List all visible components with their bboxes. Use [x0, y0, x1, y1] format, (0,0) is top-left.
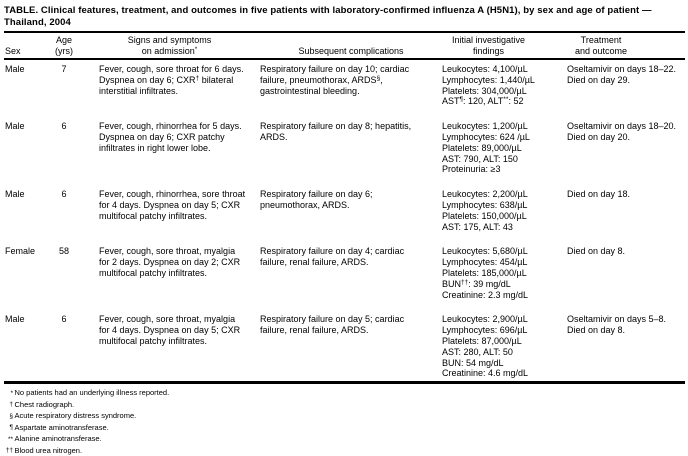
- table-row: [4, 59, 685, 117]
- cell-age: 6: [61, 189, 67, 200]
- cell-findings: Leukocytes: 2,900/µL Lymphocytes: 696/µL Platelets: 87,000/µL AST: 280, ALT: 50 BUN: 54 mg/dL Creatinine: 4.6 mg/dL: [442, 314, 529, 379]
- cell-treatment: Died on day 8.: [567, 246, 626, 257]
- column-header-age: Age (yrs): [55, 35, 73, 56]
- footnotes-section: [4, 387, 685, 456]
- table-row: [4, 242, 685, 310]
- cell-findings: Leukocytes: 4,100/µL Lymphocytes: 1,440/µL Platelets: 304,000/µL AST¶: 120, ALT**: 52: [442, 64, 535, 107]
- footnote-marker: †: [9, 401, 13, 409]
- column-header-sex: Sex: [5, 45, 21, 56]
- table-header: [4, 32, 685, 59]
- footnote-text: Alanine aminotransferase.: [14, 434, 102, 444]
- footnote: [4, 433, 685, 445]
- cell-signs: Fever, cough, sore throat, myalgia for 4 days. Dyspnea on day 5; CXR multifocal patchy infiltrates.: [99, 314, 241, 346]
- cell-findings: Leukocytes: 1,200/µL Lymphocytes: 624 /µL Platelets: 89,000/µL AST: 790, ALT: 150 Proteinuria: ≥3: [442, 121, 530, 175]
- footnote: [4, 410, 685, 422]
- column-header-findings: Initial investigative findings: [451, 35, 526, 56]
- column-header-signs: Signs and symptoms on admission*: [127, 35, 212, 56]
- table-body: [4, 59, 685, 383]
- cell-sex: Male: [5, 64, 25, 74]
- cell-sex: Female: [5, 246, 36, 257]
- column-header-complications: Subsequent complications: [298, 45, 404, 56]
- cell-complications: Respiratory failure on day 10; cardiac failure, pneumothorax, ARDS§, gastrointestinal bleeding.: [260, 64, 410, 96]
- footnote: [4, 387, 685, 399]
- cell-signs: Fever, cough, rhinorrhea for 5 days. Dyspnea on day 6; CXR patchy infiltrates in right lower lobe.: [99, 121, 242, 153]
- cell-signs: Fever, cough, sore throat for 6 days. Dyspnea on day 6; CXR† bilateral interstitial infiltrates.: [99, 64, 244, 96]
- cell-complications: Respiratory failure on day 5; cardiac failure, renal failure, ARDS.: [260, 314, 405, 336]
- column-header-treatment: Treatment and outcome: [574, 35, 628, 56]
- clinical-table: [4, 31, 685, 384]
- cell-sex: Male: [5, 121, 25, 132]
- cell-findings: Leukocytes: 5,680/µL Lymphocytes: 454/µL Platelets: 185,000/µL BUN††: 39 mg/dL Creatinine: 2.3 mg/dL: [442, 246, 529, 300]
- cell-age: 6: [61, 314, 67, 325]
- footnote-marker: ¶: [9, 424, 13, 432]
- footnote-text: No patients had an underlying illness reported.: [14, 388, 170, 398]
- table-row: [4, 310, 685, 382]
- cell-complications: Respiratory failure on day 6; pneumothorax, ARDS.: [260, 189, 373, 210]
- cell-treatment: Oseltamivir on days 18–20. Died on day 20.: [567, 121, 677, 142]
- cell-age: 6: [61, 121, 67, 132]
- footnote-marker: **: [7, 435, 13, 443]
- table-row: [4, 185, 685, 242]
- cell-sex: Male: [5, 189, 25, 200]
- footnote-text: Aspartate aminotransferase.: [14, 422, 109, 432]
- footnote-marker: ††: [5, 447, 13, 455]
- cell-treatment: Oseltamivir on days 18–22. Died on day 29.: [567, 64, 677, 85]
- table-title: TABLE. Clinical features, treatment, and outcomes in five patients with laboratory-confirmed influenza A (H5N1), by sex and age of patient — Thailand, 2004: [4, 5, 652, 28]
- cell-treatment: Oseltamivir on days 5–8. Died on day 8.: [567, 314, 667, 336]
- footnote-marker: §: [9, 412, 13, 420]
- cell-sex: Male: [5, 314, 25, 325]
- cell-signs: Fever, cough, sore throat, myalgia for 2 days. Dyspnea on day 2; CXR multifocal patchy infiltrates.: [99, 246, 241, 278]
- table-row: [4, 117, 685, 185]
- cell-complications: Respiratory failure on day 4; cardiac failure, renal failure, ARDS.: [260, 246, 405, 268]
- cell-treatment: Died on day 18.: [567, 189, 631, 200]
- footnote-marker: *: [10, 389, 13, 397]
- cell-age: 7: [61, 64, 67, 74]
- footnote-text: Acute respiratory distress syndrome.: [14, 411, 137, 421]
- cell-findings: Leukocytes: 2,200/µL Lymphocytes: 638/µL Platelets: 150,000/µL AST: 175, ALT: 43: [442, 189, 528, 232]
- footnote-text: Chest radiograph.: [14, 399, 75, 409]
- cell-signs: Fever, cough, rhinorrhea, sore throat for 4 days. Dyspnea on day 5; CXR multifocal patchy infiltrates.: [99, 189, 246, 221]
- footnote: [4, 422, 685, 434]
- footnote: [4, 399, 685, 411]
- cell-age: 58: [58, 246, 69, 257]
- footnote-text: Blood urea nitrogen.: [14, 445, 83, 455]
- header-row: [4, 32, 685, 59]
- footnote: [4, 445, 685, 456]
- cell-complications: Respiratory failure on day 8; hepatitis, ARDS.: [260, 121, 412, 142]
